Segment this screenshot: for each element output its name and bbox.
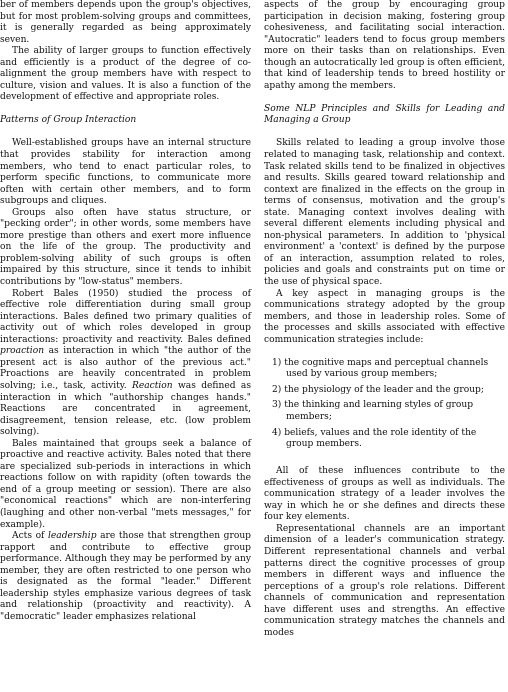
text-span: Robert Bales (1950) studied the process of effective role differentiation during small group interactions. Bales defined two primary qualities of activity out of which roles developed in group interactions: proactivity and reactivity. Bales defined	[0, 288, 251, 345]
paragraph: Groups also often have status structure, or "pecking order"; in other words, some members have more prestige than others and exert more influence on the life of the group. The productivity and problem-solving ability of such groups is often impaired by this structure, since it tends to inhibit contributions by "low-status" members.	[0, 207, 251, 288]
text-span: was defined as interaction in which "authorship changes hands." Reactions are concentrated in agreement, disagreement, tension release, etc. (low problem solving).	[0, 380, 251, 438]
right-column	[264, 0, 505, 639]
list-item: 3) the thinking and learning styles of group members;	[272, 400, 474, 422]
paragraph: aspects of the group by encouraging group participation in decision making, fostering group cohesiveness, and facilitating social interaction. "Autocratic" leaders tend to focus group members more on their tasks than on relationships. Even though an autocratically led group is often efficient, that kind of leadership tends to breed hostility or apathy among the members.	[264, 0, 505, 91]
numbered-list	[264, 358, 505, 451]
paragraph: All of these influences contribute to the effectiveness of groups as well as individuals. The communication strategy of a leader involves the way in which he or she defines and directs these four key elements.	[264, 466, 505, 523]
paragraph: Skills related to leading a group involve those related to managing task, relationship and context. Task related skills tend to be finalized in objectives and results. Skills geared toward relationship and context are finalized in the effects on the group in terms of consensus, motivation and the group's state. Managing context involves dealing with several different elements including physical and non-physical parameters. In addition to 'physical environment' a 'context' is defined by the purpose of an interaction, assumption related to roles, policies and goals and constraints put on time or the use of physical space.	[264, 138, 505, 288]
paragraph: A key aspect in managing groups is the communications strategy adopted by the group members, and those in leadership roles. Some of the processes and skills associated with effective communication strategies include:	[264, 288, 505, 345]
paragraph	[0, 531, 251, 623]
paragraph: Representational channels are an important dimension of a leader's communication strategy. Different representational channels and verbal patterns direct the cognitive processes of group members in different ways and influence the perceptions of a group's role relations. Different channels of communication and representation have different uses and strengths. An effective communication strategy matches the channels and modes	[264, 523, 505, 638]
paragraph: The ability of larger groups to function effectively and efficiently is a product of the degree of co-alignment the group members have with respect to culture, vision and values. It is also a function of the development of effective and appropriate roles.	[0, 46, 251, 103]
list-item: 2) the physiology of the leader and the group;	[272, 384, 484, 395]
paragraph	[0, 289, 251, 439]
text-span: are those that strengthen group rapport and contribute to effective group performance. Although they may be performed by any member, they are often restricted to one person who is designated as the formal "leader." Different leadership styles emphasize various degrees of task and relationship (proactivity and reactivity). A "democratic" leader emphasizes relational	[0, 531, 251, 622]
paragraph: Bales maintained that groups seek a balance of proactive and reactive activity. Bales noted that there are specialized sub-periods in interactions in which reactions follow on with rapidity (often towards the end of a group meeting or session). There are also "economical reactions" which are non-interfering (laughing and other non-verbal "mets messages," for example).	[0, 438, 251, 530]
section-heading: Patterns of Group Interaction	[0, 115, 137, 126]
paragraph: ber of members depends upon the group's objectives, but for most problem-solving groups and committees, it is generally regarded as being approximately seven.	[0, 0, 251, 45]
text-span: Acts of	[12, 531, 48, 542]
list-item: 1) the cognitive maps and perceptual channels used by various group members;	[272, 357, 489, 380]
text-span: as interaction in which "the author of the present act is also author of the previous act." Proactions are heavily concentrated in problem solving; i.e., task, activity.	[0, 346, 251, 391]
left-column	[0, 0, 251, 623]
emphasis-proaction: proaction	[0, 346, 45, 357]
section-heading: Some NLP Principles and Skills for Leading and Managing a Group	[264, 103, 505, 126]
paragraph: Well-established groups have an internal structure that provides stability for interaction among members, who tend to enact particular roles, to perform specific functions, to communicate more often with certain other members, and to form subgroups and cliques.	[0, 138, 251, 207]
list-item: 4) beliefs, values and the role identity of the group members.	[272, 427, 477, 450]
emphasis-reaction: Reaction	[131, 380, 173, 391]
emphasis-leadership: leadership	[48, 531, 97, 542]
